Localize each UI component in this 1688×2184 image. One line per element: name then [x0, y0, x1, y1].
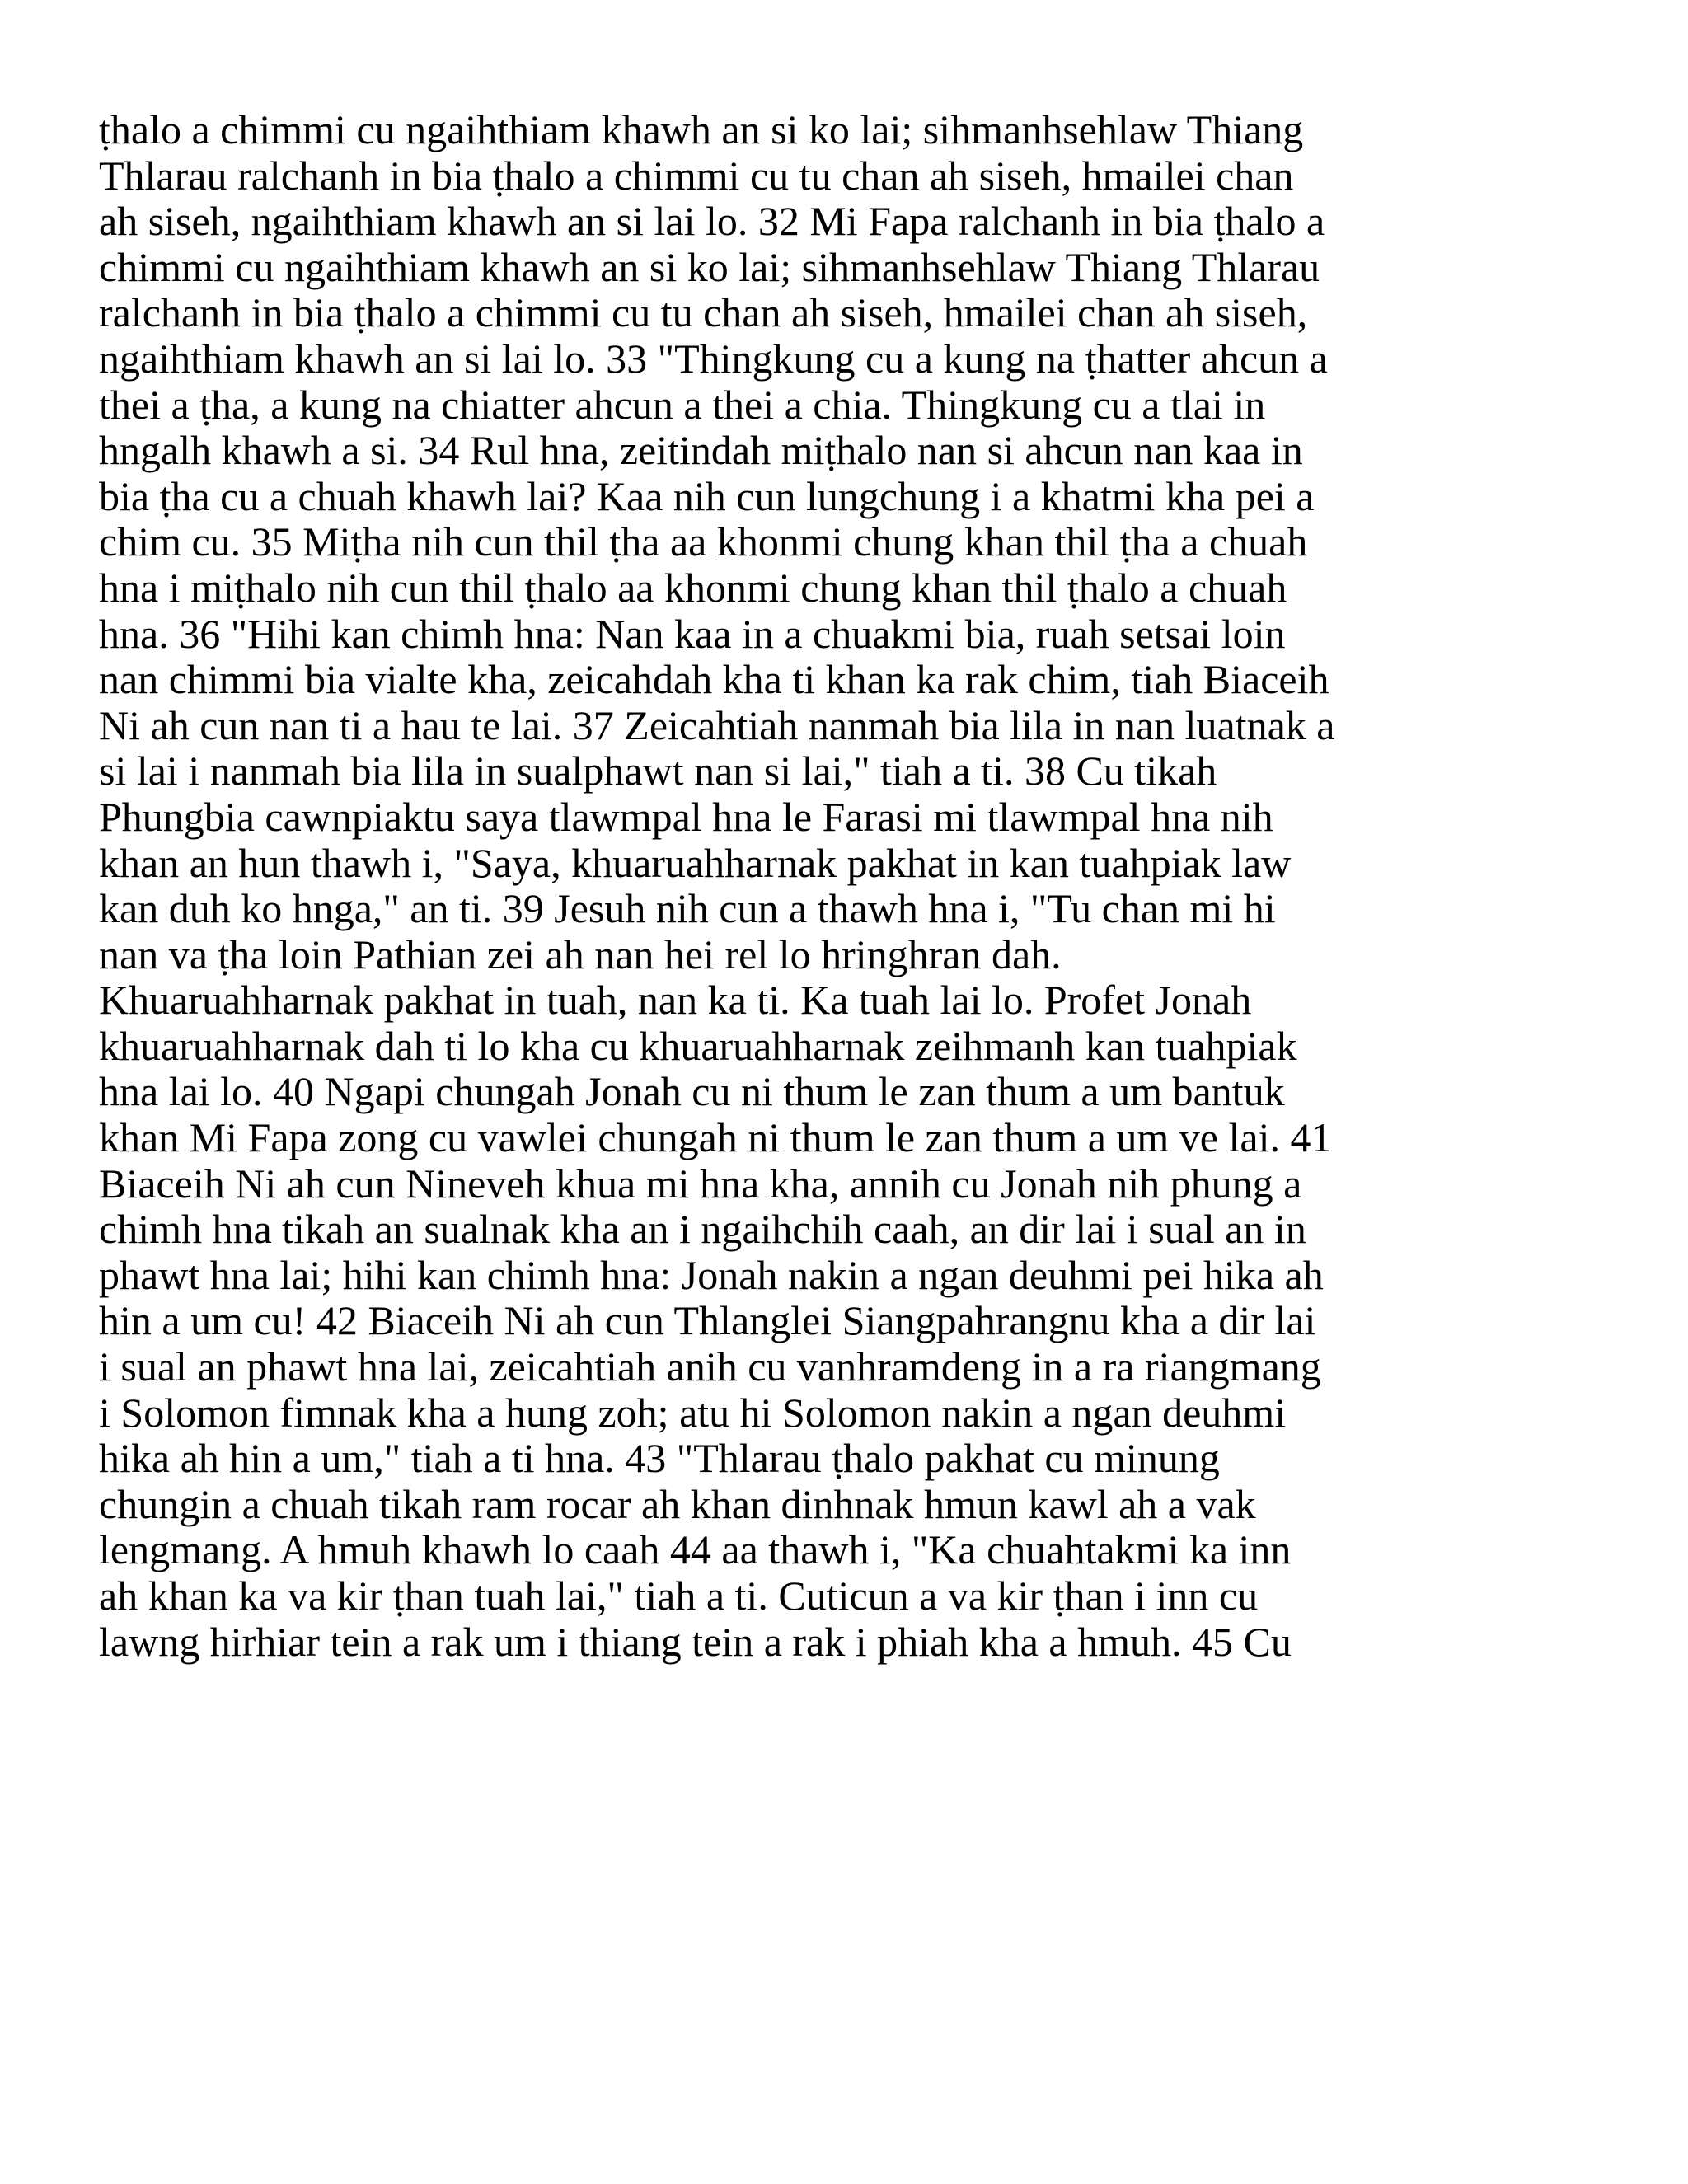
text-line: lengmang. A hmuh khawh lo caah 44 aa thawh i, "Ka chuahtakmi ka inn [99, 1526, 1292, 1573]
text-line: i sual an phawt hna lai, zeicahtiah anih cu vanhramdeng in a ra riangmang [99, 1343, 1321, 1390]
text-line: phawt hna lai; hihi kan chimh hna: Jonah nakin a ngan deuhmi pei hika ah [99, 1251, 1324, 1298]
text-line: chungin a chuah tikah ram rocar ah khan dinhnak hmun kawl ah a vak [99, 1480, 1256, 1527]
text-line: lawng hirhiar tein a rak um i thiang tein a rak i phiah kha a hmuh. 45 Cu [99, 1618, 1292, 1665]
text-line: hngalh khawh a si. 34 Rul hna, zeitindah miṭhalo nan si ahcun nan kaa in [99, 427, 1303, 474]
text-line: ah khan ka va kir ṭhan tuah lai," tiah a ti. Cuticun a va kir ṭhan i inn cu [99, 1572, 1259, 1619]
text-line: hna. 36 "Hihi kan chimh hna: Nan kaa in a chuakmi bia, ruah setsai loin [99, 610, 1286, 657]
text-line: Biaceih Ni ah cun Nineveh khua mi hna kha, annih cu Jonah nih phung a [99, 1160, 1302, 1207]
text-line: ṭhalo a chimmi cu ngaihthiam khawh an si ko lai; sihmanhsehlaw Thiang [99, 106, 1304, 152]
text-line: chimh hna tikah an sualnak kha an i ngaihchih caah, an dir lai i sual an in [99, 1206, 1306, 1253]
text-line: khan an hun thawh i, "Saya, khuaruahharnak pakhat in kan tuahpiak law [99, 839, 1292, 886]
text-line: chim cu. 35 Miṭha nih cun thil ṭha aa khonmi chung khan thil ṭha a chuah [99, 518, 1308, 565]
text-line: Khuaruahharnak pakhat in tuah, nan ka ti. Ka tuah lai lo. Profet Jonah [99, 977, 1252, 1024]
text-line: nan va ṭha loin Pathian zei ah nan hei rel lo hringhran dah. [99, 930, 1062, 977]
text-line: ah siseh, ngaihthiam khawh an si lai lo. 32 Mi Fapa ralchanh in bia ṭhalo a [99, 198, 1325, 245]
text-line: i Solomon fimnak kha a hung zoh; atu hi Solomon nakin a ngan deuhmi [99, 1389, 1287, 1436]
text-line: khuaruahharnak dah ti lo kha cu khuaruahharnak zeihmanh kan tuahpiak [99, 1022, 1297, 1069]
text-line: Ni ah cun nan ti a hau te lai. 37 Zeicahtiah nanmah bia lila in nan luatnak a [99, 701, 1335, 748]
text-line: Phungbia cawnpiaktu saya tlawmpal hna le Farasi mi tlawmpal hna nih [99, 793, 1273, 840]
text-line: ngaihthiam khawh an si lai lo. 33 "Thingkung cu a kung na ṭhatter ahcun a [99, 335, 1328, 382]
document-page [99, 107, 1632, 1665]
text-line: hna i miṭhalo nih cun thil ṭhalo aa khonmi chung khan thil ṭhalo a chuah [99, 564, 1287, 611]
text-line: kan duh ko hnga," an ti. 39 Jesuh nih cun a thawh hna i, "Tu chan mi hi [99, 885, 1276, 932]
text-line: hin a um cu! 42 Biaceih Ni ah cun Thlanglei Siangpahrangnu kha a dir lai [99, 1297, 1316, 1344]
text-line: si lai i nanmah bia lila in sualphawt nan si lai," tiah a ti. 38 Cu tikah [99, 748, 1217, 794]
text-line: Thlarau ralchanh in bia ṭhalo a chimmi cu tu chan ah siseh, hmailei chan [99, 152, 1294, 199]
text-line: khan Mi Fapa zong cu vawlei chungah ni thum le zan thum a um ve lai. 41 [99, 1114, 1332, 1161]
text-line: thei a ṭha, a kung na chiatter ahcun a thei a chia. Thingkung cu a tlai in [99, 381, 1266, 428]
text-line: nan chimmi bia vialte kha, zeicahdah kha ti khan ka rak chim, tiah Biaceih [99, 656, 1329, 703]
text-line: bia ṭha cu a chuah khawh lai? Kaa nih cun lungchung i a khatmi kha pei a [99, 472, 1315, 519]
text-line: ralchanh in bia ṭhalo a chimmi cu tu chan ah siseh, hmailei chan ah siseh, [99, 289, 1308, 336]
text-line: hika ah hin a um," tiah a ti hna. 43 "Thlarau ṭhalo pakhat cu minung [99, 1435, 1220, 1482]
text-line: chimmi cu ngaihthiam khawh an si ko lai; sihmanhsehlaw Thiang Thlarau [99, 243, 1320, 290]
text-line: hna lai lo. 40 Ngapi chungah Jonah cu ni thum le zan thum a um bantuk [99, 1068, 1285, 1115]
